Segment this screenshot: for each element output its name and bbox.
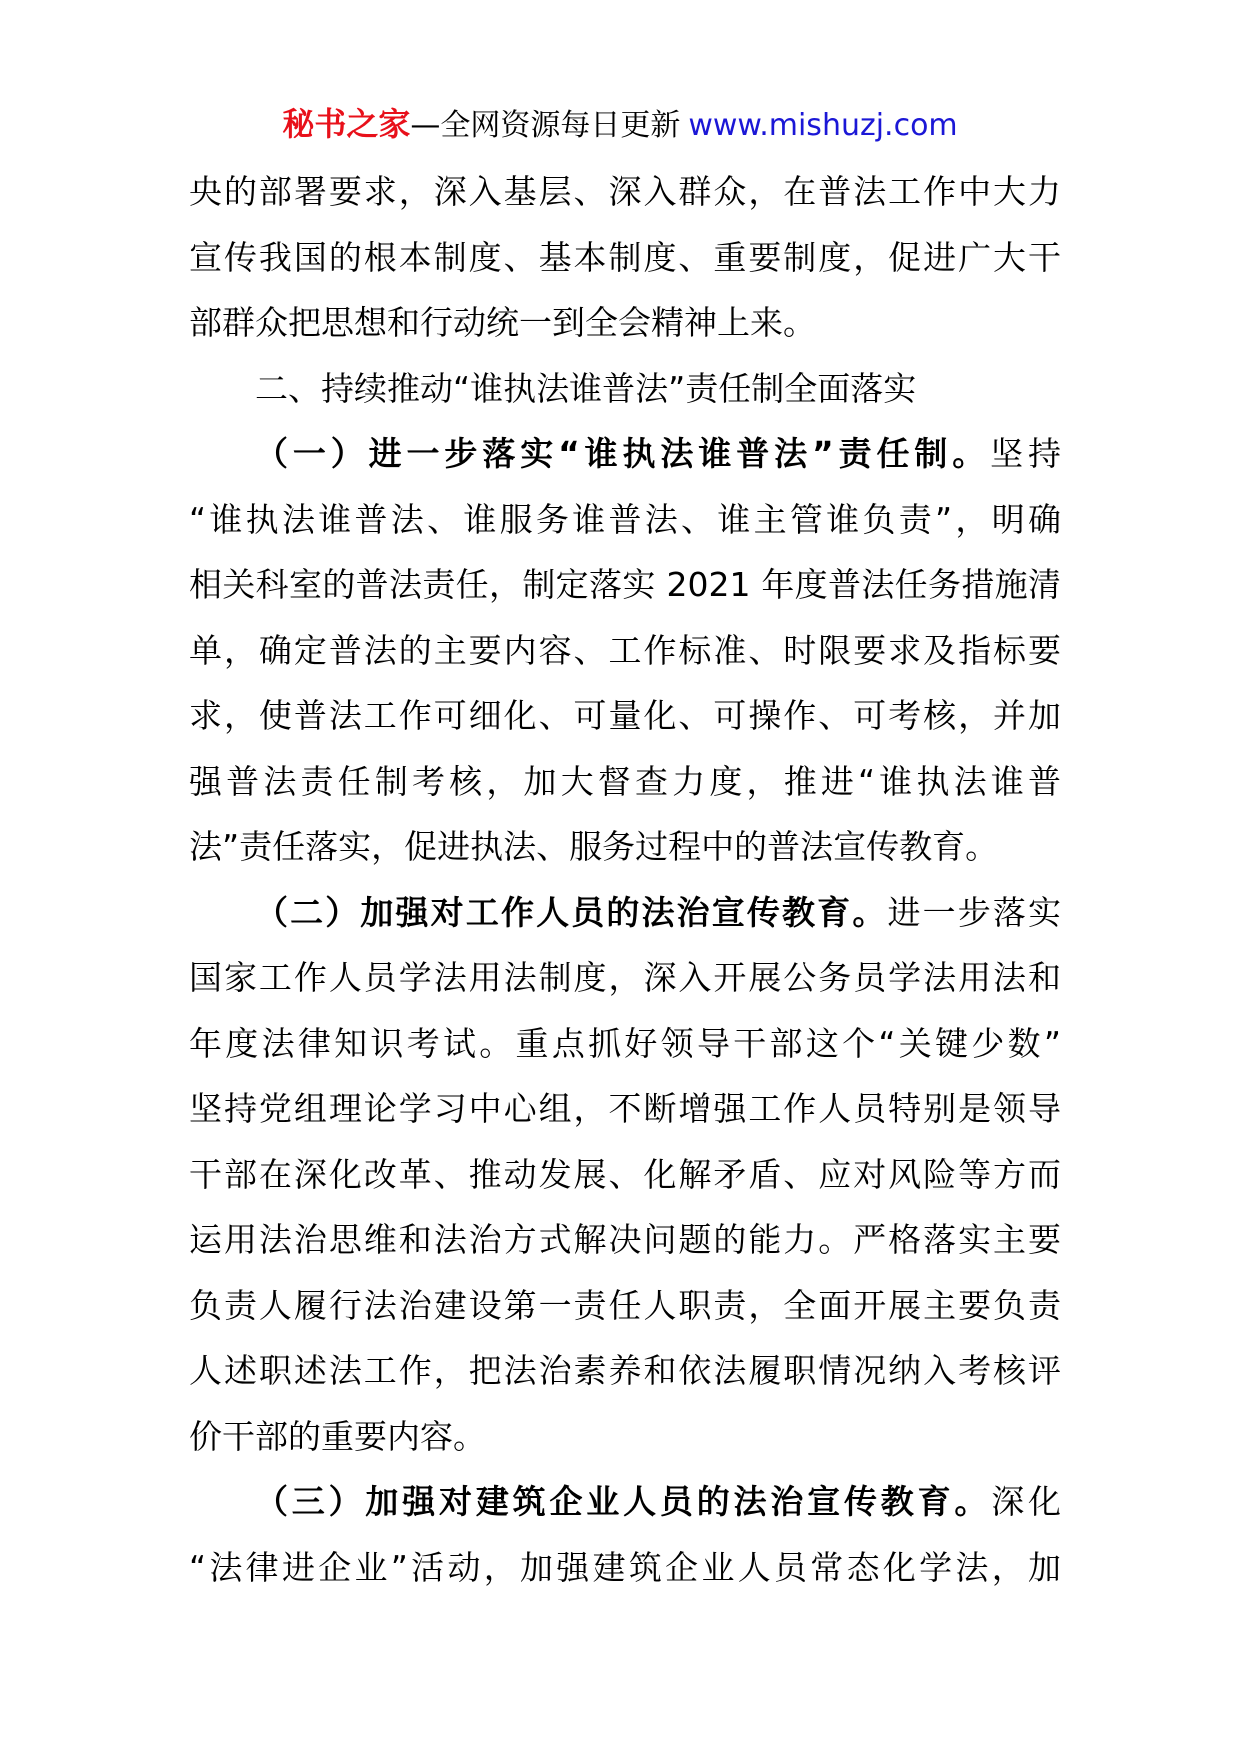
body-line: 价干部的重要内容。 — [189, 1416, 486, 1456]
body-line: 部群众把思想和行动统一到全会精神上来。 — [189, 303, 816, 342]
body-line: 相关科室的普法责任，制定落实 2021 年度普法任务措施清 — [189, 565, 1061, 604]
subsection-heading: （一）进一步落实“谁执法谁普法”责任制。 — [255, 434, 991, 473]
section-heading: 二、持续推动“谁执法谁普法”责任制全面落实 — [255, 368, 917, 408]
body-text: 进一步落实 — [887, 892, 1062, 932]
subsection-heading: （二）加强对工作人员的法治宣传教育。 — [255, 892, 888, 932]
site-url: www.mishuzj.com — [688, 108, 958, 143]
body-line: 国家工作人员学法用法制度，深入开展公务员学法用法和 — [189, 958, 1061, 997]
subsection-first-line — [189, 421, 1061, 487]
body-line: 强普法责任制考核，加大督查力度，推进“谁执法谁普 — [189, 761, 1061, 801]
body-line: 年度法律知识考试。重点抓好领导干部这个“关键少数” — [189, 1023, 1061, 1063]
body-line: 运用法治思维和法治方式解决问题的能力。严格落实主要 — [189, 1220, 1061, 1259]
subsection-first-line — [189, 1469, 1061, 1535]
body-line: 单，确定普法的主要内容、工作标准、时限要求及指标要 — [189, 630, 1061, 670]
body-line: 央的部署要求，深入基层、深入群众，在普法工作中大力 — [189, 172, 1061, 211]
subsection-heading: （三）加强对建筑企业人员的法治宣传教育。 — [255, 1482, 992, 1521]
body-line: 人述职述法工作，把法治素养和依法履职情况纳入考核评 — [189, 1351, 1061, 1390]
body-line: 干部在深化改革、推动发展、化解矛盾、应对风险等方而 — [189, 1154, 1061, 1194]
body-text: 深化 — [991, 1482, 1062, 1521]
subsection-first-line — [189, 880, 1061, 946]
body-line: 法”责任落实，促进执法、服务过程中的普法宣传教育。 — [189, 827, 999, 866]
body-line: 求，使普法工作可细化、可量化、可操作、可考核，并加 — [189, 696, 1061, 735]
header-tagline: —全网资源每日更新 — [410, 108, 681, 143]
body-line: “法律进企业”活动，加强建筑企业人员常态化学法，加 — [189, 1547, 1061, 1587]
body-line: 负责人履行法治建设第一责任人职责，全面开展主要负责 — [189, 1285, 1061, 1325]
brand-name: 秘书之家 — [282, 105, 411, 143]
body-text: 坚持 — [990, 434, 1061, 473]
document-body — [189, 159, 1061, 1600]
body-line: “谁执法谁普法、谁服务谁普法、谁主管谁负责”，明确 — [189, 499, 1061, 539]
body-line: 坚持党组理论学习中心组，不断增强工作人员特别是领导 — [189, 1089, 1061, 1128]
body-line: 宣传我国的根本制度、基本制度、重要制度，促进广大干 — [189, 237, 1061, 277]
site-header — [0, 102, 1240, 146]
